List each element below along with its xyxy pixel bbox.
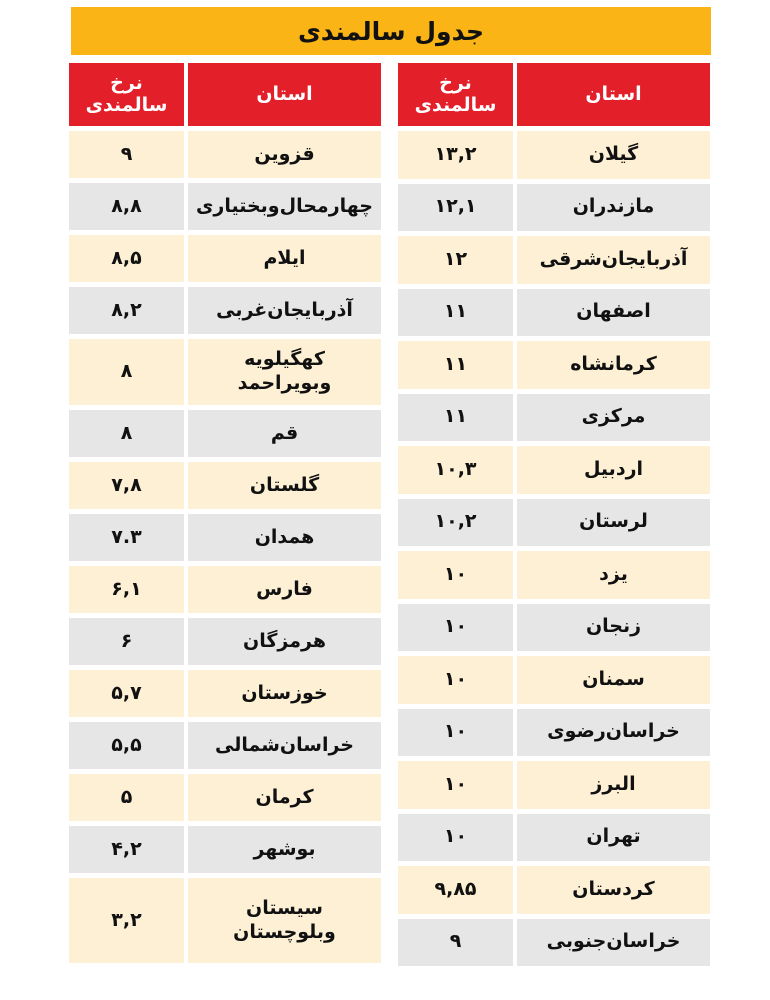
province-cell: گلستان (188, 462, 381, 509)
rate-cell: ۱۰ (398, 761, 513, 809)
province-cell: ایلام (188, 235, 381, 282)
table-row (398, 289, 710, 337)
province-cell: لرستان (517, 499, 710, 547)
table-header (69, 63, 381, 126)
province-cell: مازندران (517, 184, 710, 232)
elderly-rate-table-right (398, 63, 710, 971)
province-cell: آذربایجان‌شرقی (517, 236, 710, 284)
rate-cell: ۹,۸۵ (398, 866, 513, 914)
table-row (69, 183, 381, 230)
province-cell: اصفهان (517, 289, 710, 337)
table-row (398, 394, 710, 442)
province-cell: فارس (188, 566, 381, 613)
rate-cell: ۸,۸ (69, 183, 184, 230)
province-cell: کرمان (188, 774, 381, 821)
rate-cell: ۴,۲ (69, 826, 184, 873)
table-row (69, 826, 381, 873)
rate-cell: ۱۱ (398, 289, 513, 337)
province-cell: کرمانشاه (517, 341, 710, 389)
rate-cell: ۳,۲ (69, 878, 184, 963)
rate-cell: ۵ (69, 774, 184, 821)
table-row (398, 919, 710, 967)
province-cell: قزوین (188, 131, 381, 178)
rate-cell: ۱۰ (398, 814, 513, 862)
rate-cell: ۶,۱ (69, 566, 184, 613)
province-column-header: استان (517, 63, 710, 126)
province-cell: خوزستان (188, 670, 381, 717)
rate-cell: ۱۰ (398, 709, 513, 757)
table-row (69, 670, 381, 717)
province-cell: گیلان (517, 131, 710, 179)
province-cell: خراسان‌جنوبی (517, 919, 710, 967)
rate-cell: ۸ (69, 410, 184, 457)
rate-column-header: نرخ سالمندی (69, 63, 184, 126)
table-row (398, 656, 710, 704)
province-cell: کردستان (517, 866, 710, 914)
rate-cell: ۷.۳ (69, 514, 184, 561)
rate-cell: ۱۲ (398, 236, 513, 284)
table-row (398, 341, 710, 389)
rate-cell: ۱۰ (398, 656, 513, 704)
province-cell: البرز (517, 761, 710, 809)
table-row (69, 410, 381, 457)
table-row (69, 774, 381, 821)
page-title: جدول سالمندی (71, 7, 711, 55)
province-cell: قم (188, 410, 381, 457)
table-row (398, 551, 710, 599)
rate-cell: ۹ (69, 131, 184, 178)
table-row (69, 131, 381, 178)
province-cell: چهارمحال‌وبختیاری (188, 183, 381, 230)
rate-cell: ۱۰,۲ (398, 499, 513, 547)
table-row (398, 236, 710, 284)
rate-cell: ۷,۸ (69, 462, 184, 509)
province-cell: همدان (188, 514, 381, 561)
table-row (398, 709, 710, 757)
table-row (69, 339, 381, 405)
table-row (69, 462, 381, 509)
table-row (69, 722, 381, 769)
rate-cell: ۹ (398, 919, 513, 967)
province-column-header: استان (188, 63, 381, 126)
table-row (69, 618, 381, 665)
table-row (69, 878, 381, 963)
province-cell: هرمزگان (188, 618, 381, 665)
rate-cell: ۱۳,۲ (398, 131, 513, 179)
province-cell: زنجان (517, 604, 710, 652)
province-cell: آذربایجان‌غربی (188, 287, 381, 334)
table-row (398, 131, 710, 179)
rate-cell: ۸,۵ (69, 235, 184, 282)
province-cell: سیستان وبلوچستان (188, 878, 381, 963)
rate-cell: ۱۰,۳ (398, 446, 513, 494)
rate-cell: ۶ (69, 618, 184, 665)
province-cell: خراسان‌شمالی (188, 722, 381, 769)
elderly-rate-table-left (69, 63, 381, 968)
province-cell: اردبیل (517, 446, 710, 494)
province-cell: یزد (517, 551, 710, 599)
rate-cell: ۱۲,۱ (398, 184, 513, 232)
province-cell: تهران (517, 814, 710, 862)
rate-cell: ۸,۲ (69, 287, 184, 334)
rate-cell: ۱۱ (398, 341, 513, 389)
rate-column-header: نرخ سالمندی (398, 63, 513, 126)
table-row (398, 761, 710, 809)
province-cell: بوشهر (188, 826, 381, 873)
province-cell: خراسان‌رضوی (517, 709, 710, 757)
table-row (69, 235, 381, 282)
table-row (398, 499, 710, 547)
rate-cell: ۱۰ (398, 551, 513, 599)
rate-cell: ۸ (69, 339, 184, 405)
province-cell: مرکزی (517, 394, 710, 442)
rate-cell: ۵,۵ (69, 722, 184, 769)
rate-cell: ۱۱ (398, 394, 513, 442)
province-cell: سمنان (517, 656, 710, 704)
table-row (69, 287, 381, 334)
table-row (398, 604, 710, 652)
rate-cell: ۵,۷ (69, 670, 184, 717)
rate-cell: ۱۰ (398, 604, 513, 652)
table-row (398, 184, 710, 232)
table-row (398, 866, 710, 914)
table-row (398, 446, 710, 494)
province-cell: کهگیلویه وبویراحمد (188, 339, 381, 405)
table-row (69, 514, 381, 561)
table-row (69, 566, 381, 613)
table-row (398, 814, 710, 862)
table-header (398, 63, 710, 126)
